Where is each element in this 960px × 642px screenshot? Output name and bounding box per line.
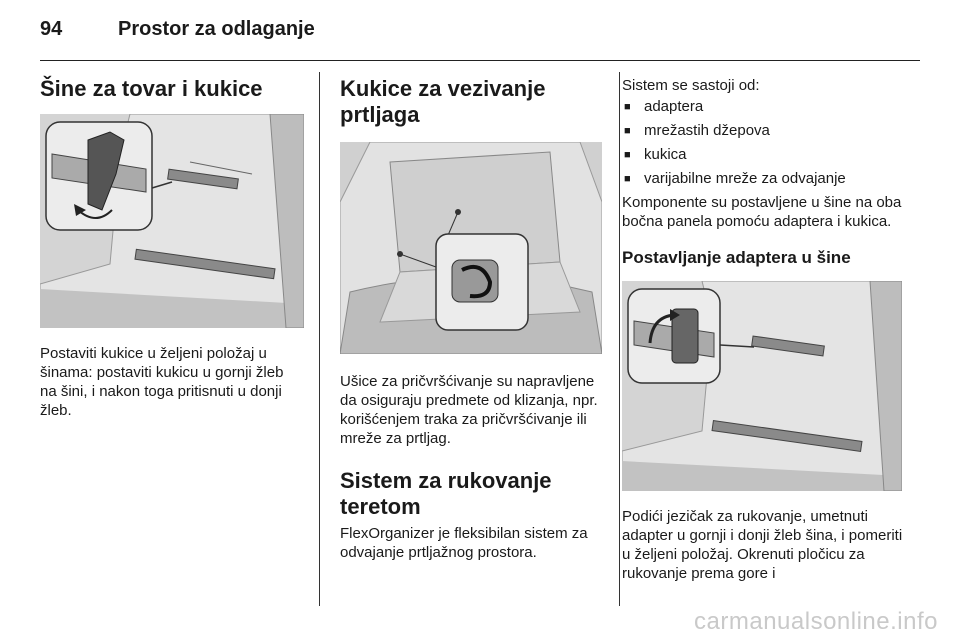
adapter-illustration: [622, 281, 902, 491]
bullet-icon: ■: [624, 101, 631, 113]
bullet-icon: ■: [624, 149, 631, 161]
column-cargo-rails: [40, 68, 304, 420]
section-heading-luggage-hooks: Kukice za vezivanje prtljaga: [340, 76, 546, 127]
components-intro: Sistem se sastoji od:: [622, 77, 760, 94]
cargo-management-text: FlexOrganizer je fleksibilan sistem za odvajanje prtljažnog prostora.: [340, 525, 588, 561]
bullet-icon: ■: [624, 173, 631, 185]
page-header-title: Prostor za odlaganje: [118, 17, 315, 40]
components-text: Komponente su postavljene u šine na oba bočna panela pomoću adaptera i kukica.: [622, 194, 902, 230]
trunk-illustration: [340, 142, 602, 354]
column-divider-2: [619, 72, 620, 606]
column-divider-1: [319, 72, 320, 606]
list-item: ■ kukica: [622, 143, 904, 167]
luggage-hooks-caption: Ušice za pričvršćivanje su napravljene da osiguraju predmete od klizanja, npr. korišćenjem traka za pričvršćivanje ili mreže za prtljag.: [340, 373, 598, 447]
components-list: [622, 95, 904, 191]
column-system-components: [622, 76, 904, 583]
list-item: ■ adaptera: [622, 95, 904, 119]
rails-caption: Postaviti kukice u željeni položaj u šinama: postaviti kukicu u gornji žleb na šini, i nakon toga pritisnuti u donji žleb.: [40, 345, 284, 419]
list-item: ■ varijabilne mreže za odvajanje: [622, 167, 904, 191]
page-number: 94: [40, 17, 63, 40]
column-luggage-hooks: [340, 68, 602, 562]
bullet-icon: ■: [624, 125, 631, 137]
adapter-install-caption: Podići jezičak za rukovanje, umetnuti adapter u gornji i donji žleb šina, i pomeriti u željeni položaj. Okrenuti pločicu za rukovanje prema gore i: [622, 508, 903, 582]
section-heading-rails: Šine za tovar i kukice: [40, 76, 263, 101]
section-heading-cargo-management: Sistem za rukovanje teretom: [340, 468, 552, 519]
figure-adapter-install: [622, 281, 902, 491]
figure-rails-hooks: [40, 114, 304, 328]
list-item: ■ mrežastih džepova: [622, 119, 904, 143]
figure-luggage-hooks: [340, 142, 602, 354]
rails-illustration: [40, 114, 304, 328]
subheading-adapter-install: Postavljanje adaptera u šine: [622, 248, 851, 267]
header-divider: [40, 60, 920, 61]
watermark-text: carmanualsonline.info: [694, 608, 938, 635]
page-header: [40, 14, 315, 44]
